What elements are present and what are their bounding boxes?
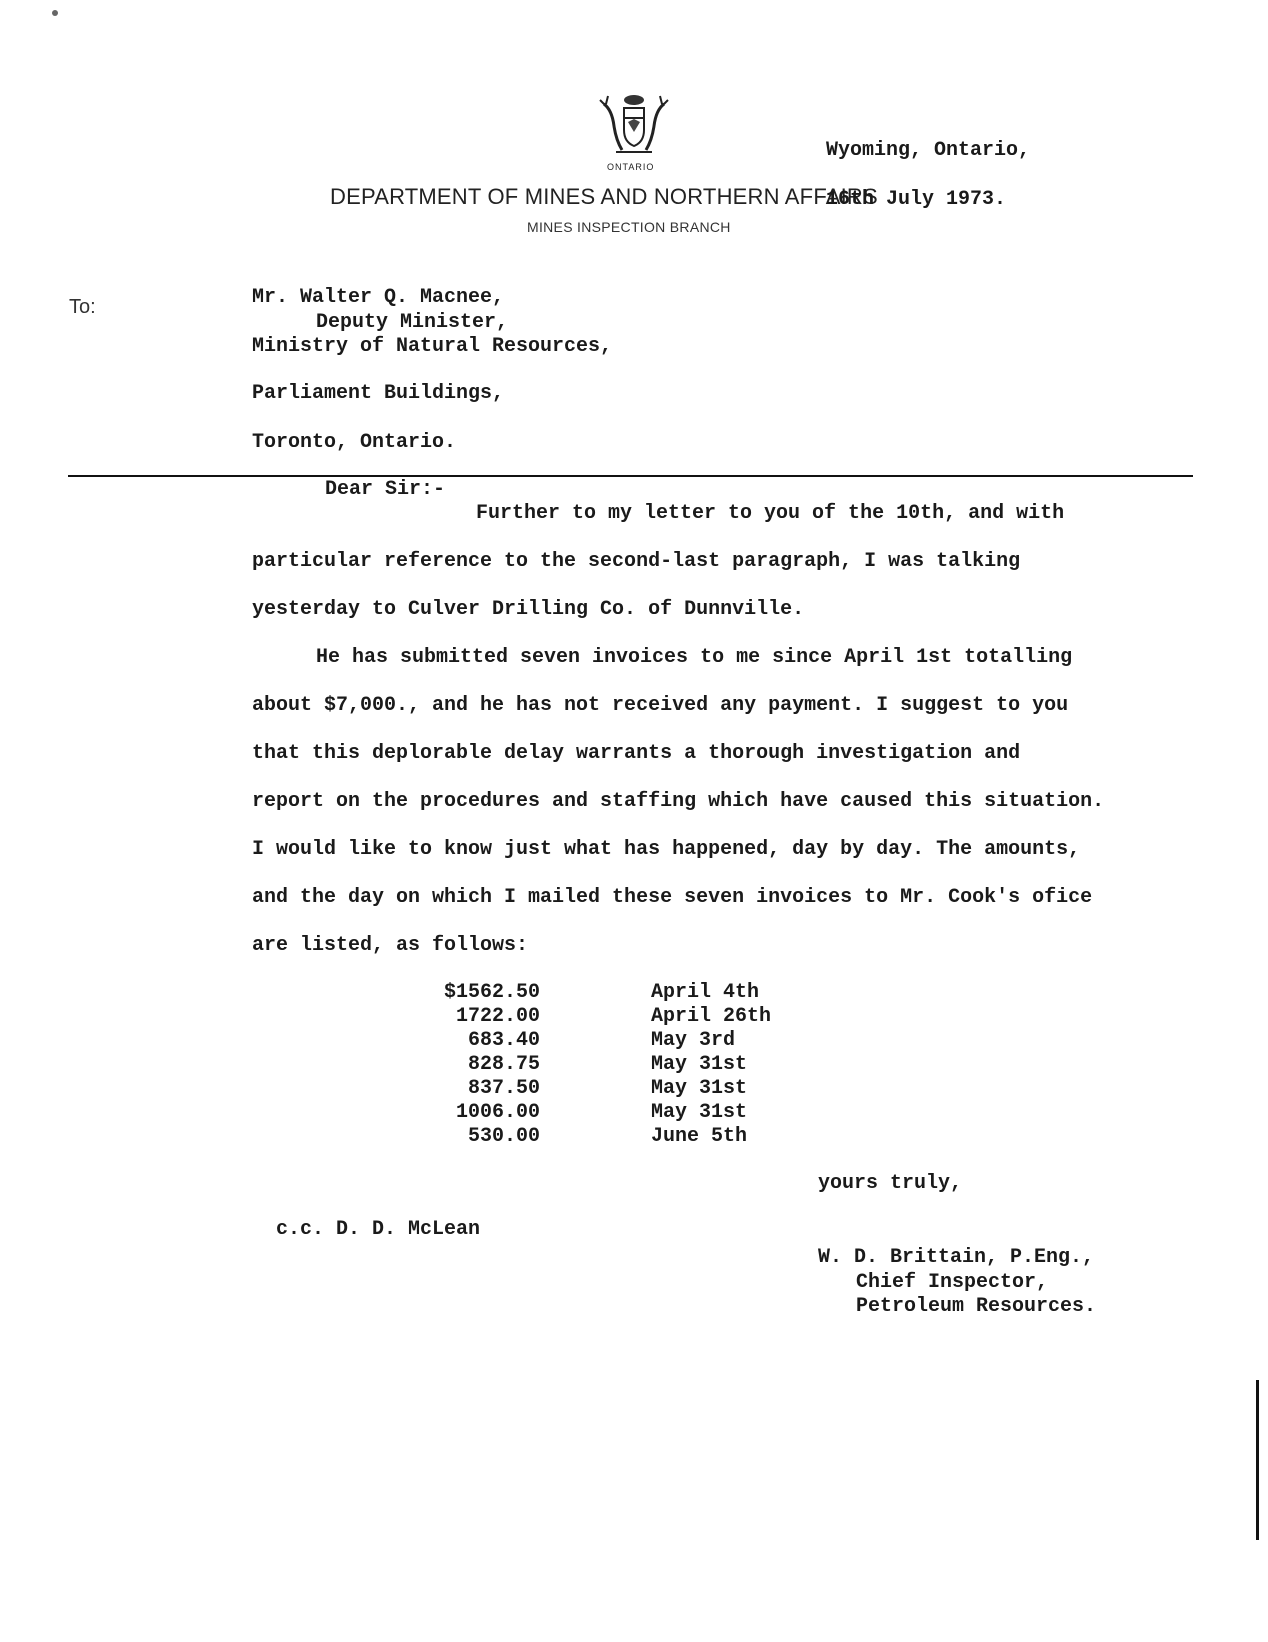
body-line: and the day on which I mailed these seven invoices to Mr. Cook's ofice (252, 886, 1093, 909)
invoice-date: May 31st (651, 1077, 748, 1100)
invoice-amount: $1562.50 (443, 981, 540, 1004)
invoice-amount: 828.75 (467, 1053, 540, 1076)
body-line: I would like to know just what has happened, day by day. The amounts, (252, 838, 1081, 861)
department-name: DEPARTMENT OF MINES AND NORTHERN AFFAIRS (330, 184, 878, 209)
invoice-amount: 1722.00 (455, 1005, 540, 1028)
invoice-amount: 683.40 (467, 1029, 540, 1052)
body-line: yesterday to Culver Drilling Co. of Dunnville. (252, 598, 805, 621)
horizontal-rule (68, 475, 1193, 477)
invoice-amount: 1006.00 (455, 1101, 540, 1124)
invoice-date: May 31st (651, 1053, 748, 1076)
closing: yours truly, (818, 1172, 963, 1195)
body-line: are listed, as follows: (252, 934, 529, 957)
body-line: report on the procedures and staffing which have caused this situation. (252, 790, 1105, 813)
cc-line: c.c. D. D. McLean (276, 1218, 481, 1241)
signature-name: W. D. Brittain, P.Eng., (818, 1246, 1095, 1269)
invoice-date: May 31st (651, 1101, 748, 1124)
scan-speck (52, 10, 58, 16)
salutation: Dear Sir:- (325, 478, 446, 501)
recipient-name: Mr. Walter Q. Macnee, (252, 286, 505, 309)
body-line: about $7,000., and he has not received any payment. I suggest to you (252, 694, 1069, 717)
invoice-amount: 530.00 (467, 1125, 540, 1148)
body-line: that this deplorable delay warrants a thorough investigation and (252, 742, 1021, 765)
invoice-date: April 4th (651, 981, 760, 1004)
invoice-amount: 837.50 (467, 1077, 540, 1100)
signature-title: Chief Inspector, (856, 1271, 1049, 1294)
recipient-building: Parliament Buildings, (252, 382, 505, 405)
invoice-date: April 26th (651, 1005, 772, 1028)
recipient-ministry: Ministry of Natural Resources, (252, 335, 613, 358)
body-line: Further to my letter to you of the 10th, and with (476, 502, 1065, 525)
invoice-date: June 5th (651, 1125, 748, 1148)
body-line: particular reference to the second-last paragraph, I was talking (252, 550, 1021, 573)
to-label: To: (69, 296, 96, 318)
letter-date: 16th July 1973. (826, 188, 1007, 211)
branch-name: MINES INSPECTION BRANCH (527, 219, 731, 235)
body-line: He has submitted seven invoices to me since April 1st totalling (316, 646, 1073, 669)
letter-place: Wyoming, Ontario, (826, 139, 1031, 162)
invoice-date: May 3rd (651, 1029, 736, 1052)
recipient-city: Toronto, Ontario. (252, 431, 457, 454)
scan-edge (1256, 1380, 1259, 1540)
ontario-crest-icon (594, 92, 674, 162)
signature-department: Petroleum Resources. (856, 1295, 1097, 1318)
recipient-title: Deputy Minister, (316, 311, 509, 334)
crest-label: ONTARIO (607, 162, 655, 172)
